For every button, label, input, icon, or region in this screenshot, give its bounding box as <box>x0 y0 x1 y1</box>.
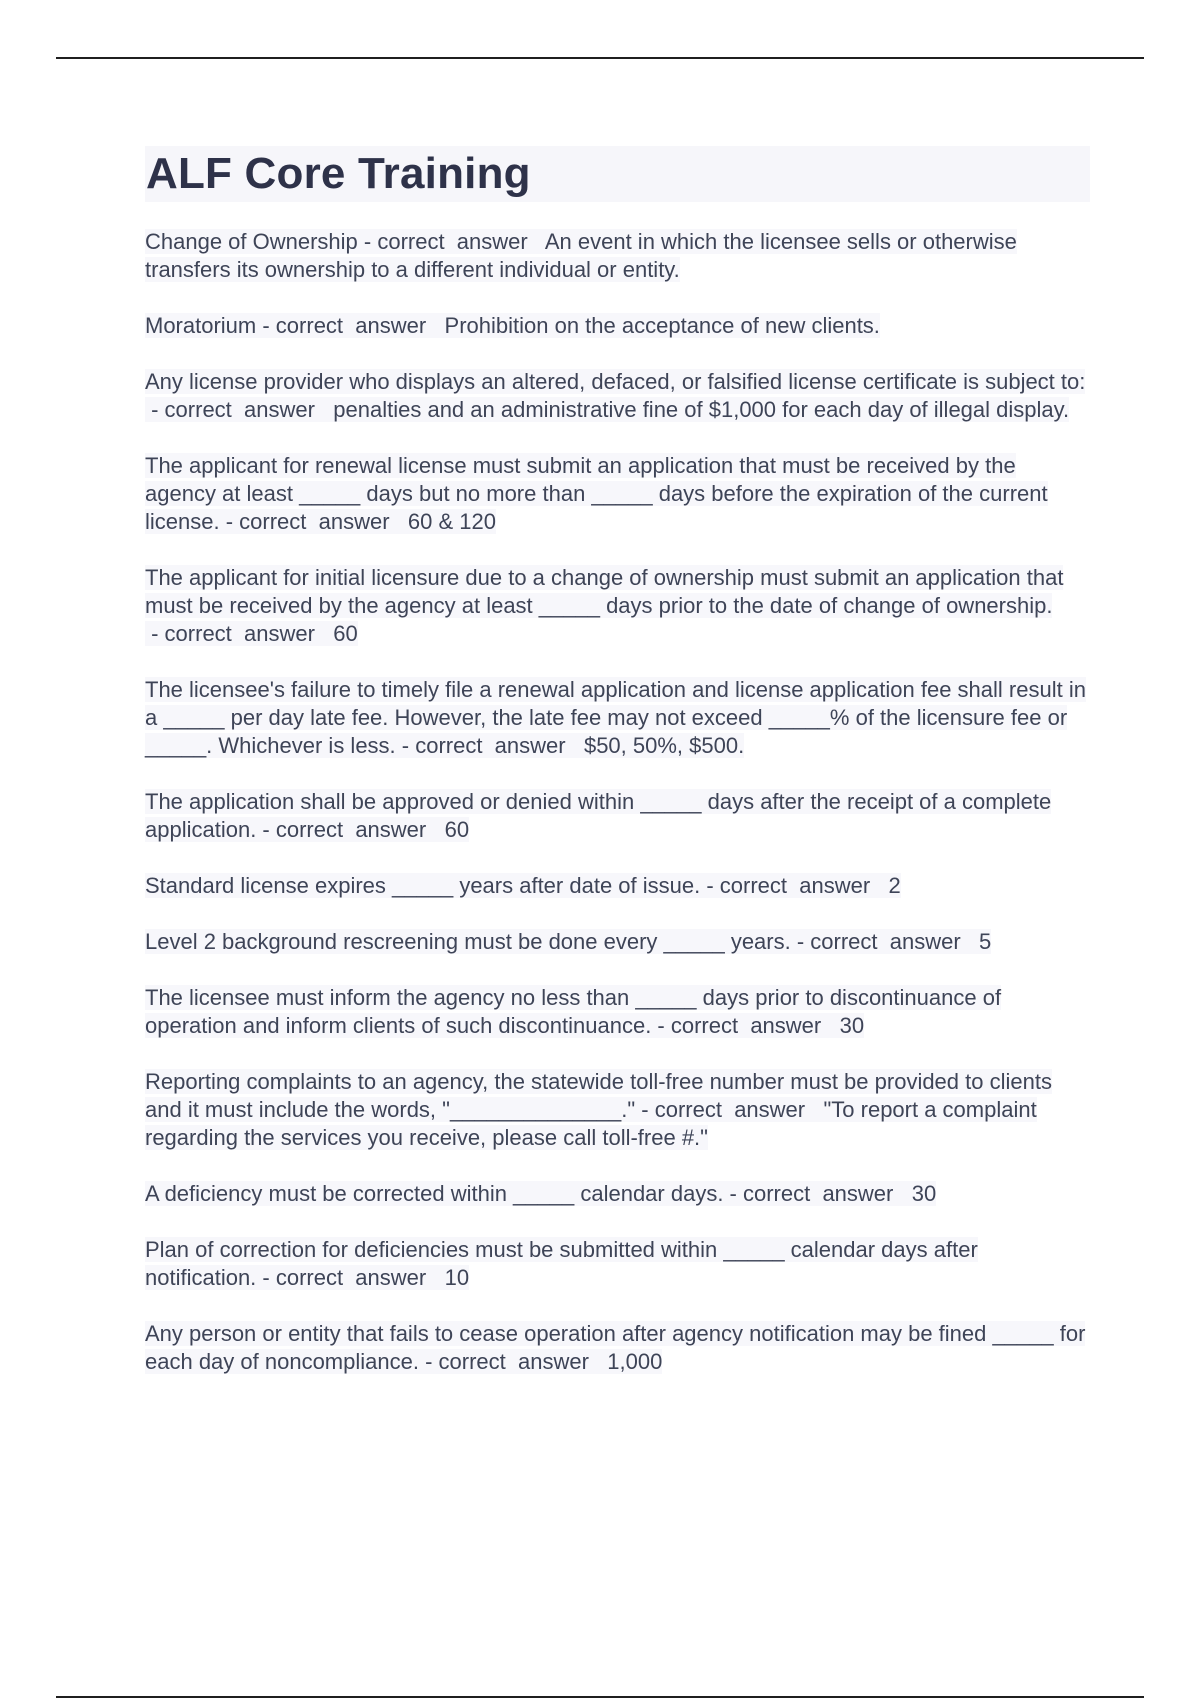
bottom-divider <box>56 1696 1144 1698</box>
question-text: Change of Ownership <box>145 229 358 254</box>
question-text: The applicant for renewal license must submit an application that must be received by the agency at least _____ days but no more than _____ days before the expiration of the current license. <box>145 453 1048 534</box>
answer-text: 60 <box>444 817 470 842</box>
answer-separator: - correct answer <box>145 397 334 422</box>
answer-text: 60 <box>333 621 358 646</box>
qa-item <box>145 564 1090 648</box>
answer-text: 30 <box>911 1181 937 1206</box>
answer-text: 10 <box>444 1265 470 1290</box>
qa-item <box>145 676 1090 760</box>
qa-item <box>145 1236 1090 1292</box>
answer-separator: - correct answer <box>256 817 445 842</box>
question-text: The licensee's failure to timely file a renewal application and license application fee shall result in a _____ per day late fee. However, the late fee may not exceed _____% of the licensure fee or _____. Whichever is less. <box>145 677 1086 758</box>
answer-separator: - correct answer <box>635 1097 824 1122</box>
qa-item <box>145 228 1090 284</box>
answer-text: 30 <box>839 1013 865 1038</box>
answer-text: penalties and an administrative fine of $1,000 for each day of illegal display. <box>333 397 1070 422</box>
qa-item <box>145 788 1090 844</box>
answer-separator: - correct answer <box>651 1013 840 1038</box>
answer-text: 2 <box>888 873 901 898</box>
question-text: The applicant for initial licensure due to a change of ownership must submit an application that must be received by the agency at least _____ days prior to the date of change of ownership. <box>145 565 1064 618</box>
answer-text: 1,000 <box>607 1349 663 1374</box>
top-divider <box>56 57 1144 59</box>
qa-item <box>145 312 1090 340</box>
answer-separator: - correct answer <box>145 621 334 646</box>
qa-item <box>145 1180 1090 1208</box>
qa-list <box>145 228 1090 1376</box>
answer-text: An event in which the licensee sells or otherwise transfers its ownership to a different individual or entity. <box>145 229 1017 282</box>
document-title: ALF Core Training <box>145 146 1090 202</box>
question-text: Any license provider who displays an altered, defaced, or falsified license certificate is subject to: <box>145 369 1086 394</box>
qa-item <box>145 452 1090 536</box>
qa-item <box>145 1320 1090 1376</box>
question-text: Standard license expires _____ years after date of issue. <box>145 873 701 898</box>
document-body <box>145 146 1090 1404</box>
qa-item <box>145 928 1090 956</box>
question-text: Plan of correction for deficiencies must be submitted within _____ calendar days after notification. <box>145 1237 978 1290</box>
question-text: The application shall be approved or denied within _____ days after the receipt of a complete application. <box>145 789 1052 842</box>
answer-text: $50, 50%, $500. <box>583 733 745 758</box>
answer-text: 5 <box>979 929 992 954</box>
question-text: The licensee must inform the agency no less than _____ days prior to discontinuance of operation and inform clients of such discontinuance. <box>145 985 1002 1038</box>
answer-separator: - correct answer <box>418 1349 608 1374</box>
answer-separator: - correct answer <box>395 733 584 758</box>
answer-separator: - correct answer <box>256 1265 445 1290</box>
answer-separator: - correct answer <box>790 929 980 954</box>
qa-item <box>145 1068 1090 1152</box>
answer-text: Prohibition on the acceptance of new clients. <box>444 313 880 338</box>
answer-separator: - correct answer <box>700 873 889 898</box>
answer-text: 60 & 120 <box>407 509 496 534</box>
qa-item <box>145 368 1090 424</box>
question-text: A deficiency must be corrected within _____ calendar days. <box>145 1181 724 1206</box>
question-text: Reporting complaints to an agency, the statewide toll-free number must be provided to clients and it must include the words, "______________." <box>145 1069 1052 1122</box>
answer-separator: - correct answer <box>219 509 408 534</box>
question-text: Moratorium <box>145 313 257 338</box>
qa-item <box>145 984 1090 1040</box>
answer-text: "To report a complaint regarding the services you receive, please call toll-free #." <box>145 1097 1037 1150</box>
qa-item <box>145 872 1090 900</box>
answer-separator: - correct answer <box>723 1181 912 1206</box>
answer-separator: - correct answer <box>256 313 445 338</box>
question-text: Level 2 background rescreening must be done every _____ years. <box>145 929 791 954</box>
answer-separator: - correct answer <box>357 229 545 254</box>
question-text: Any person or entity that fails to cease operation after agency notification may be fined _____ for each day of noncompliance. <box>145 1321 1086 1374</box>
